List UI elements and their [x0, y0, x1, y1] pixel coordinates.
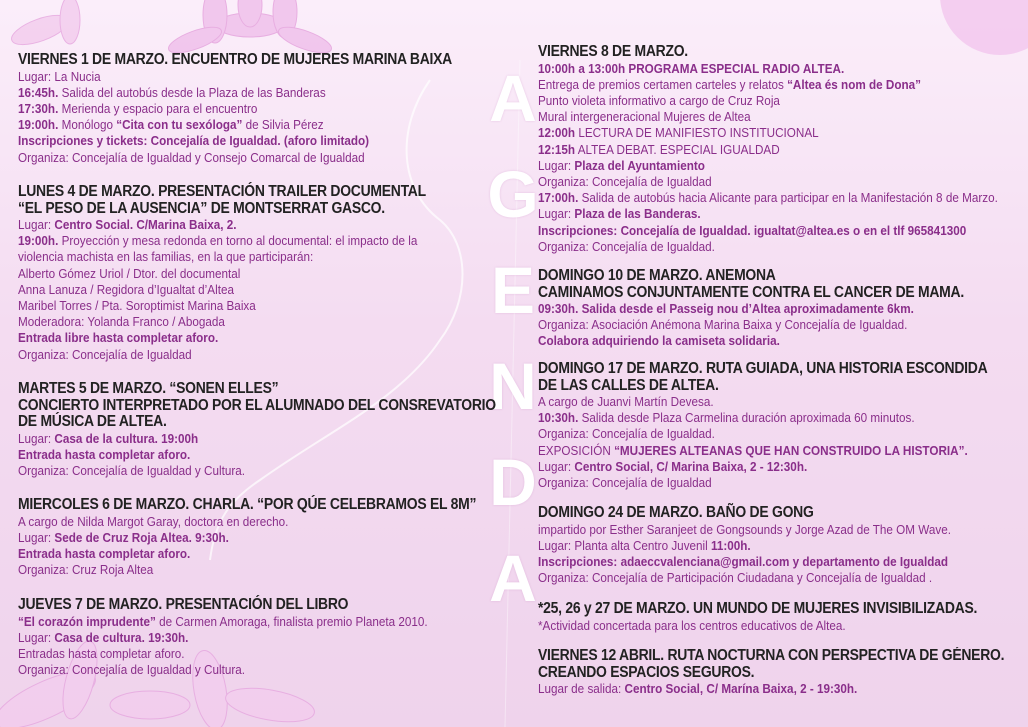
- detail-bold-text: “Cita con tu sexóloga”: [116, 117, 243, 133]
- detail-bold-text: Colabora adquiriendo la camiseta solidaria.: [538, 333, 780, 349]
- detail-text: *Actividad concertada para los centros educativos de Altea.: [538, 617, 846, 633]
- detail-text: Organiza: Concejalía de Igualdad.: [538, 238, 715, 254]
- detail-text: de Silvia Pérez: [242, 117, 324, 133]
- event-detail-line: [18, 546, 476, 562]
- detail-text: Anna Lanuza / Regidora d’Igualtat d’Altea: [18, 281, 234, 297]
- event-detail-line: [538, 538, 951, 554]
- event-block: [538, 361, 1028, 491]
- detail-bold-text: Centro Social, C/ Marina Baixa, 2 - 12:30h.: [574, 458, 808, 474]
- detail-text: Maribel Torres / Pta. Soroptimist Marina Baixa: [18, 298, 256, 314]
- detail-bold-text: Centro Social, C/ Marína Baixa, 2 - 19:30h.: [624, 681, 858, 696]
- detail-bold-text: Inscripciones y tickets: Concejalía de Igualdad. (aforo limitado): [18, 133, 370, 149]
- detail-text: Mural intergeneracional Mujeres de Altea: [538, 109, 751, 125]
- detail-text: EXPOSICIÓN: [538, 442, 615, 458]
- event-detail-line: [538, 109, 998, 125]
- event-detail-line: [18, 117, 452, 133]
- event-title: VIERNES 1 DE MARZO. ENCUENTRO DE MUJERES MARINA BAIXA: [18, 51, 452, 68]
- detail-bold-text: 17:00h.: [538, 190, 579, 206]
- event-title: VIERNES 12 ABRIL. RUTA NOCTURNA CON PERSPECTIVA DE GÉNERO.: [538, 647, 1005, 664]
- event-detail-line: [538, 426, 987, 442]
- event-detail-line: [18, 646, 428, 662]
- event-detail-line: [18, 463, 496, 479]
- event-detail-line: [538, 554, 951, 570]
- event-detail-line: [538, 443, 987, 459]
- event-detail-line: [538, 190, 998, 206]
- detail-bold-text: “El corazón imprudente”: [18, 613, 156, 629]
- detail-text: Salida desde Plaza Carmelina duración aproximada 60 minutos.: [578, 410, 915, 426]
- detail-bold-text: 09:30h. Salida desde el Passeig nou d’Altea aproximadamente 6km.: [538, 301, 914, 316]
- detail-text: Organiza: Asociación Anémona Marina Baixa y Concejalía de Igualdad.: [538, 317, 908, 333]
- event-detail-line: [18, 150, 452, 166]
- detail-text: Entradas hasta completar aforo.: [18, 645, 185, 661]
- event-detail-line: [538, 206, 998, 222]
- detail-bold-text: 19:00h.: [18, 233, 59, 249]
- event-block: [18, 497, 527, 578]
- detail-text: Organiza: Concejalía de Igualdad y Cultura.: [18, 662, 245, 678]
- detail-text: LECTURA DE MANIFIESTO INSTITUCIONAL: [575, 125, 819, 141]
- event-title: CONCIERTO INTERPRETADO POR EL ALUMNADO DEL CONSREVATORIO: [18, 396, 496, 414]
- event-detail-line: [18, 69, 452, 85]
- event-detail-line: [538, 301, 964, 317]
- event-detail-line: [18, 530, 476, 546]
- event-block: [538, 44, 1028, 255]
- event-title: “EL PESO DE LA AUSENCIA” DE MONTSERRAT GASCO.: [18, 199, 385, 217]
- detail-bold-text: 10:00h a 13:00h PROGRAMA ESPECIAL RADIO ALTEA.: [538, 60, 845, 76]
- event-detail-line: [18, 514, 476, 530]
- detail-bold-text: “Altea és nom de Dona”: [787, 76, 922, 92]
- event-detail-line: [18, 431, 496, 447]
- detail-bold-text: Casa de cultura. 19:30h.: [54, 629, 189, 645]
- detail-text: violencia machista en las familias, en la que participarán:: [18, 249, 314, 265]
- event-detail-line: [538, 681, 1004, 697]
- detail-text: Lugar:: [538, 206, 575, 222]
- detail-text: Punto violeta informativo a cargo de Cruz Roja: [538, 92, 780, 108]
- event-detail-line: [538, 142, 998, 158]
- detail-bold-text: Plaza de las Banderas.: [574, 206, 701, 222]
- event-title: DE MÚSICA DE ALTEA.: [18, 413, 167, 430]
- event-title: VIERNES 8 DE MARZO.: [538, 43, 688, 60]
- event-detail-line: [18, 614, 428, 630]
- event-title: JUEVES 7 DE MARZO. PRESENTACIÓN DEL LIBRO: [18, 596, 349, 613]
- detail-bold-text: 17:30h.: [18, 100, 59, 116]
- detail-text: Organiza: Concejalía de Igualdad y Cultura.: [18, 462, 245, 478]
- event-block: [538, 268, 1011, 350]
- event-detail-line: [538, 475, 987, 491]
- detail-text: A cargo de Nilda Margot Garay, doctora en derecho.: [18, 513, 289, 529]
- detail-text: Organiza: Concejalía de Igualdad.: [538, 426, 715, 442]
- event-title: MARTES 5 DE MARZO. “SONEN ELLES”: [18, 380, 279, 397]
- detail-text: Monólogo: [58, 117, 117, 133]
- event-detail-line: [18, 85, 452, 101]
- event-detail-line: [18, 217, 426, 233]
- detail-text: Lugar: Planta alta Centro Juvenil: [538, 537, 712, 553]
- event-block: [18, 52, 500, 166]
- event-title: DE LAS CALLES DE ALTEA.: [538, 376, 719, 394]
- event-detail-line: [538, 223, 998, 239]
- event-block: [538, 505, 997, 586]
- detail-bold-text: Sede de Cruz Roja Altea. 9:30h.: [54, 529, 229, 545]
- detail-bold-text: Entrada libre hasta completar aforo.: [18, 330, 219, 346]
- detail-text: Lugar de salida:: [538, 681, 625, 696]
- detail-text: Salida del autobús desde la Plaza de las Banderas: [58, 84, 326, 100]
- agenda-letter: D: [489, 445, 537, 519]
- event-detail-line: [538, 618, 977, 634]
- detail-text: Lugar: La Nucia: [18, 68, 101, 84]
- event-detail-line: [538, 522, 951, 538]
- event-detail-line: [18, 330, 426, 346]
- agenda-letter: A: [489, 61, 537, 135]
- detail-bold-text: adaeccvalenciana@gmail.com y departamento de Igualdad: [620, 553, 949, 569]
- detail-bold-text: 19:00h.: [18, 117, 59, 133]
- detail-bold-text: Inscripciones: Concejalía de Igualdad. igualtat@altea.es o en el tlf 965841300: [538, 222, 967, 238]
- detail-bold-text: 16:45h.: [18, 84, 59, 100]
- event-detail-line: [538, 333, 964, 349]
- detail-text: Lugar:: [538, 458, 575, 474]
- detail-text: Merienda y espacio para el encuentro: [58, 100, 258, 116]
- detail-text: Organiza: Concejalía de Igualdad: [538, 475, 712, 491]
- event-detail-line: [538, 570, 951, 586]
- event-detail-line: [18, 101, 452, 117]
- event-block: [18, 184, 471, 363]
- detail-bold-text: Casa de la cultura. 19:00h: [54, 430, 199, 446]
- event-detail-line: [538, 125, 998, 141]
- event-detail-line: [538, 174, 998, 190]
- event-detail-line: [18, 662, 428, 678]
- event-detail-line: [538, 158, 998, 174]
- detail-bold-text: “MUJERES ALTEANAS QUE HAN CONSTRUIDO LA HISTORIA”.: [614, 442, 968, 458]
- event-detail-line: [18, 314, 426, 330]
- event-block: [18, 597, 473, 678]
- detail-bold-text: 12:15h: [538, 141, 576, 157]
- event-title: DOMINGO 17 DE MARZO. RUTA GUIADA, UNA HISTORIA ESCONDIDA: [538, 360, 988, 377]
- event-title: DOMINGO 24 DE MARZO. BAÑO DE GONG: [538, 504, 814, 521]
- event-detail-line: [18, 630, 428, 646]
- event-detail-line: [538, 394, 987, 410]
- detail-text: Entrega de premios certamen carteles y relatos: [538, 76, 788, 92]
- event-detail-line: [18, 298, 426, 314]
- event-block: [538, 648, 1028, 697]
- detail-bold-text: Entrada hasta completar aforo.: [18, 545, 191, 561]
- detail-text: Organiza: Cruz Roja Altea: [18, 562, 154, 578]
- event-detail-line: [18, 249, 426, 265]
- detail-bold-text: 11:00h.: [711, 537, 751, 553]
- event-block: [538, 601, 1026, 634]
- event-title: CREANDO ESPACIOS SEGUROS.: [538, 663, 755, 681]
- event-detail-line: [538, 93, 998, 109]
- detail-text: A cargo de Juanvi Martín Devesa.: [538, 394, 714, 409]
- detail-text: Alberto Gómez Uriol / Dtor. del documental: [18, 265, 241, 281]
- detail-bold-text: 10:30h.: [538, 410, 579, 426]
- event-title: DOMINGO 10 DE MARZO. ANEMONA: [538, 267, 776, 284]
- detail-text: Salida de autobús hacia Alicante para participar en la Manifestación 8 de Marzo.: [578, 190, 998, 206]
- event-detail-line: [18, 266, 426, 282]
- detail-text: ALTEA DEBAT. ESPECIAL IGUALDAD: [575, 141, 780, 157]
- detail-text: Organiza: Concejalía de Igualdad y Consejo Comarcal de Igualdad: [18, 149, 365, 165]
- event-detail-line: [18, 562, 476, 578]
- detail-text: Proyección y mesa redonda en torno al documental: el impacto de la: [58, 233, 418, 249]
- detail-bold-text: Inscripciones:: [538, 553, 618, 569]
- detail-text: Organiza: Concejalía de Igualdad: [538, 173, 712, 189]
- detail-text: de Carmen Amoraga, finalista premio Planeta 2010.: [155, 613, 428, 629]
- detail-text: Lugar:: [18, 430, 55, 446]
- event-detail-line: [538, 410, 987, 426]
- event-block: [18, 381, 549, 479]
- agenda-letter: E: [490, 253, 536, 327]
- detail-text: Lugar:: [538, 157, 575, 173]
- agenda-letter: N: [489, 349, 537, 423]
- event-detail-line: [18, 282, 426, 298]
- event-title: MIERCOLES 6 DE MARZO. CHARLA. “POR QÚE CELEBRAMOS EL 8M”: [18, 496, 477, 513]
- detail-text: Lugar:: [18, 217, 55, 232]
- detail-bold-text: Plaza del Ayuntamiento: [574, 157, 705, 173]
- event-title: CAMINAMOS CONJUNTAMENTE CONTRA EL CANCER DE MAMA.: [538, 283, 964, 301]
- detail-text: Organiza: Concejalía de Participación Ciudadana y Concejalía de Igualdad .: [538, 570, 933, 586]
- event-detail-line: [18, 233, 426, 249]
- detail-bold-text: 12:00h: [538, 125, 576, 141]
- event-detail-line: [18, 133, 452, 149]
- event-detail-line: [538, 61, 998, 77]
- event-detail-line: [538, 459, 987, 475]
- detail-text: Lugar:: [18, 629, 55, 645]
- agenda-letter: A: [489, 541, 537, 615]
- event-detail-line: [18, 447, 496, 463]
- detail-text: Lugar:: [18, 529, 55, 545]
- detail-bold-text: Entrada hasta completar aforo.: [18, 446, 191, 462]
- event-title: *25, 26 y 27 DE MARZO. UN MUNDO DE MUJERES INVISIBILIZADAS.: [538, 600, 978, 617]
- detail-bold-text: Centro Social. C/Marina Baixa, 2.: [54, 217, 237, 232]
- event-title: LUNES 4 DE MARZO. PRESENTACIÓN TRAILER DOCUMENTAL: [18, 183, 426, 200]
- event-detail-line: [538, 239, 998, 255]
- detail-text: Moderadora: Yolanda Franco / Abogada: [18, 314, 225, 330]
- agenda-letter: G: [487, 157, 539, 231]
- detail-text: impartido por Esther Saranjeet de Gongsounds y Jorge Azad de The OM Wave.: [538, 521, 951, 537]
- event-detail-line: [18, 347, 426, 363]
- detail-text: Organiza: Concejalía de Igualdad: [18, 346, 192, 362]
- event-detail-line: [538, 77, 998, 93]
- event-detail-line: [538, 317, 964, 333]
